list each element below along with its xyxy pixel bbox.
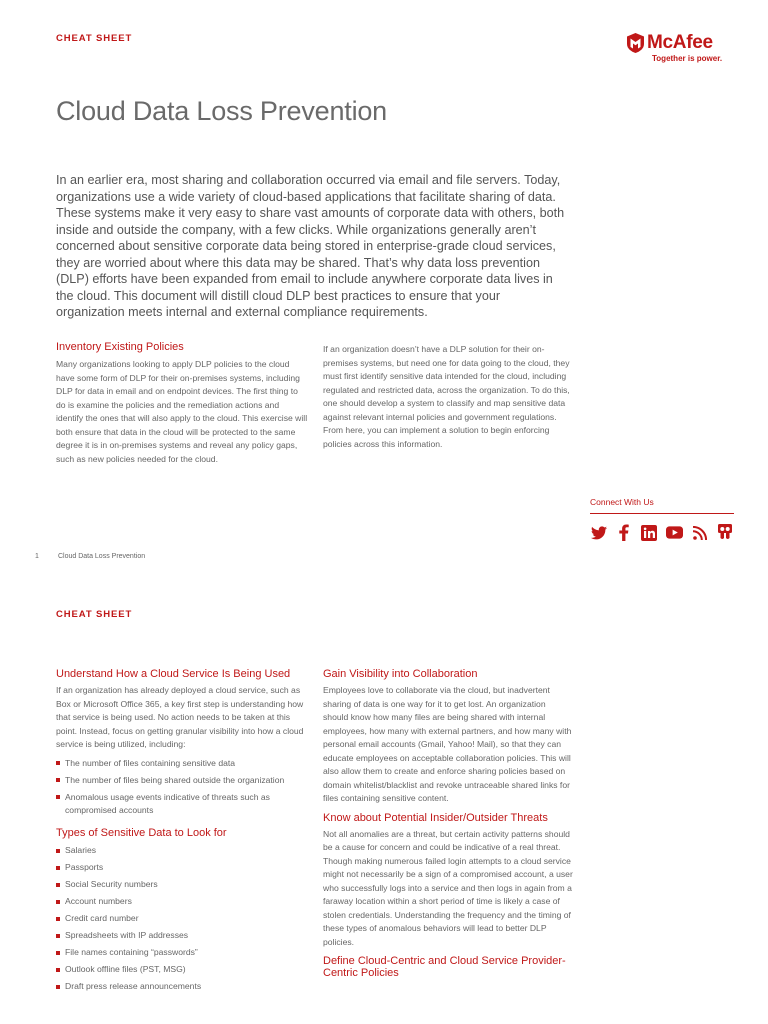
list-item: Social Security numbers — [56, 878, 308, 892]
inventory-section — [56, 341, 308, 466]
list-item: Outlook offline files (PST, MSG) — [56, 963, 308, 977]
slideshare-icon[interactable] — [717, 524, 734, 541]
visibility-heading: Gain Visibility into Collaboration — [323, 668, 478, 680]
understand-heading: Understand How a Cloud Service Is Being Used — [56, 668, 291, 680]
page-footer — [35, 553, 145, 560]
linkedin-icon[interactable] — [641, 524, 658, 541]
page2-right-column — [323, 668, 573, 983]
mcafee-shield-icon — [627, 33, 644, 53]
facebook-icon[interactable] — [615, 524, 632, 541]
list-item: Account numbers — [56, 895, 308, 909]
understand-list — [56, 757, 308, 818]
logo-wordmark: McAfee — [647, 32, 713, 53]
dlp-solution-body: If an organization doesn’t have a DLP solution for their on-premises systems, but need one for data going to the cloud, they must first identify sensitive data intended for the cloud, including regulated and restricted data, across the organization. To do this, one should develop a system to classify and map sensitive data against relevant internal policies and government regulations. From here, you can implement a solution to begin enforcing policies across this information. — [323, 344, 570, 449]
page-title: Cloud Data Loss Prevention — [56, 96, 387, 126]
list-item: Passports — [56, 861, 308, 875]
cheat-sheet-label-page2: CHEAT SHEET — [56, 609, 133, 620]
mcafee-logo — [627, 33, 737, 65]
list-item: Anomalous usage events indicative of threats such as compromised accounts — [56, 791, 308, 818]
visibility-body: Employees love to collaborate via the cloud, but inadvertent sharing of data is one way for it to get lost. An organization should know how many files are being shared with internal employees, how many with external partners, and how many with personal email accounts (Gmail, Yahoo! Mail), so that they can educate employees on acceptable collaboration policies. This will also allow them to create and enforce sharing policies based on domain whitelist/blacklist and revoke untraceable shared links for files containing sensitive content. — [323, 685, 572, 803]
list-item: Credit card number — [56, 912, 308, 926]
list-item: The number of files being shared outside the organization — [56, 774, 308, 788]
threats-heading: Know about Potential Insider/Outsider Threats — [323, 811, 548, 824]
threats-body: Not all anomalies are a threat, but certain activity patterns should be a cause for concern and could be indicative of a real threat. Though making numerous failed login attempts to a cloud service might not necessarily be a sign of a compromised account, a user who successfully logs into a service and then logs in again from a faraway location within a short period of time is likely a case of stolen credentials. Understanding the frequency and the timing of these types of anomalous behaviors will lead to better DLP policies. — [323, 828, 573, 947]
youtube-icon[interactable] — [666, 524, 683, 541]
connect-with-us — [590, 497, 734, 541]
logo-tagline: Together is power. — [652, 54, 723, 63]
intro-paragraph: In an earlier era, most sharing and collaboration occurred via email and file servers. Today, organizations use a wide variety of cloud-based applications that facilitate sharing of data. These systems make it very easy to share vast amounts of corporate data with others, both inside and outside the company, with a few clicks. While organizations generally aren’t concerned about sensitive corporate data being stored in enterprise-grade cloud services, they are worried about where this data may be shared. That’s why data loss prevention (DLP) efforts have been expanded from email to include anywhere corporate data lives in the cloud. This document will distill cloud DLP best practices to ensure that your organization meets internal and external compliance requirements. — [56, 173, 565, 319]
dlp-solution-section — [323, 343, 573, 451]
define-heading: Define Cloud-Centric and Cloud Service Provider-Centric Policies — [323, 955, 566, 979]
list-item: The number of files containing sensitive data — [56, 757, 308, 771]
list-item: Spreadsheets with IP addresses — [56, 929, 308, 943]
rss-icon[interactable] — [692, 524, 709, 541]
types-heading: Types of Sensitive Data to Look for — [56, 827, 227, 839]
footer-doc-title: Cloud Data Loss Prevention — [57, 553, 146, 560]
social-links — [590, 524, 734, 541]
understand-body: If an organization has already deployed a cloud service, such as Box or Microsoft Office 365, a key first step is understanding how that service is being used. No action needs to be taken at this point. Instead, focus on getting granular visibility into how a cloud service is being utilized, including: — [56, 685, 304, 749]
types-list — [56, 844, 308, 994]
list-item: Draft press release announcements — [56, 980, 308, 994]
inventory-heading: Inventory Existing Policies — [56, 341, 184, 353]
cheat-sheet-label: CHEAT SHEET — [56, 33, 133, 44]
twitter-icon[interactable] — [590, 524, 607, 541]
page2-left-column — [56, 668, 308, 997]
list-item: Salaries — [56, 844, 308, 858]
inventory-body: Many organizations looking to apply DLP policies to the cloud have some form of DLP for their on-premises systems, including DLP for data in email and on endpoint devices. The first thing to do is examine the policies and the remediation actions and identify the ones that will also apply to the cloud. This exercise will both ensure that data in the cloud will be protected to the same degree it is in on-premises systems and reveal any policy gaps, such as new policies needed for the cloud. — [56, 359, 308, 464]
page-number: 1 — [35, 553, 39, 560]
list-item: File names containing “passwords” — [56, 946, 308, 960]
connect-label: Connect With Us — [590, 497, 734, 514]
